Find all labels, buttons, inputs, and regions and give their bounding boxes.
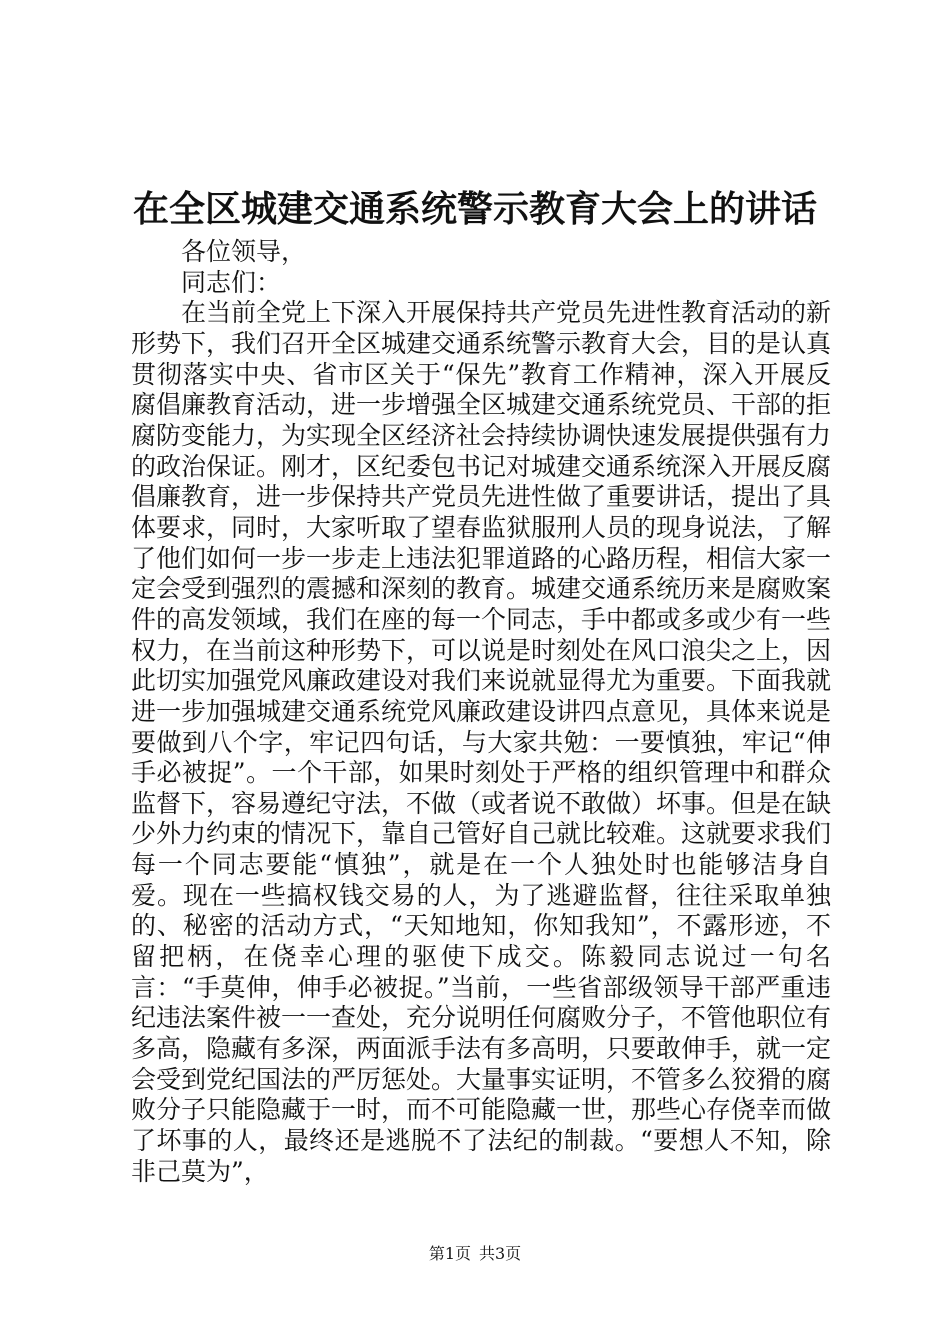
page-number: 第1页 <box>428 1244 471 1263</box>
document-body <box>131 237 831 1187</box>
salutation-comrades: 同志们： <box>181 267 282 297</box>
page-total: 共3页 <box>479 1244 522 1263</box>
body-paragraph: 在当前全党上下深入开展保持共产党员先进性教育活动的新形势下，我们召开全区城建交通系统警示教育大会，目的是认真贯彻落实中央、省市区关于“保先”教育工作精神，深入开展反腐倡廉教育活动，进一步增强全区城建交通系统党员、干部的拒腐防变能力，为实现全区经济社会持续协调快速发展提供强有力的政治保证。刚才，区纪委包书记对城建交通系统深入开展反腐倡廉教育，进一步保持共产党员先进性做了重要讲话，提出了具体要求，同时，大家听取了望春监狱服刑人员的现身说法，了解了他们如何一步一步走上违法犯罪道路的心路历程，相信大家一定会受到强烈的震撼和深刻的教育。城建交通系统历来是腐败案件的高发领域，我们在座的每一个同志，手中都或多或少有一些权力，在当前这种形势下，可以说是时刻处在风口浪尖之上，因此切实加强党风廉政建设对我们来说就显得尤为重要。下面我就进一步加强城建交通系统党风廉政建设讲四点意见，具体来说是要做到八个字，牢记四句话，与大家共勉：一要慎独，牢记“伸手必被捉”。一个干部，如果时刻处于严格的组织管理中和群众监督下，容易遵纪守法，不做（或者说不敢做）坏事。但是在缺少外力约束的情况下，靠自己管好自己就比较难。这就要求我们每一个同志要能“慎独”，就是在一个人独处时也能够洁身自爱。现在一些搞权钱交易的人，为了逃避监督，往往采取单独的、秘密的活动方式，“天知地知，你知我知”，不露形迹，不留把柄，在侥幸心理的驱使下成交。陈毅同志说过一句名言：“手莫伸，伸手必被捉。”当前，一些省部级领导干部严重违纪违法案件被一一查处，充分说明任何腐败分子，不管他职位有多高，隐藏有多深，两面派手法有多高明，只要敢伸手，就一定会受到党纪国法的严厉惩处。大量事实证明，不管多么狡猾的腐败分子只能隐藏于一时，而不可能隐藏一世，那些心存侥幸而做了坏事的人，最终还是逃脱不了法纪的制裁。“要想人不知，除非己莫为”， <box>131 298 832 1186</box>
salutation-leaders: 各位领导， <box>181 237 307 266</box>
page-footer <box>0 1243 950 1265</box>
document-title: 在全区城建交通系统警示教育大会上的讲话 <box>132 188 817 230</box>
